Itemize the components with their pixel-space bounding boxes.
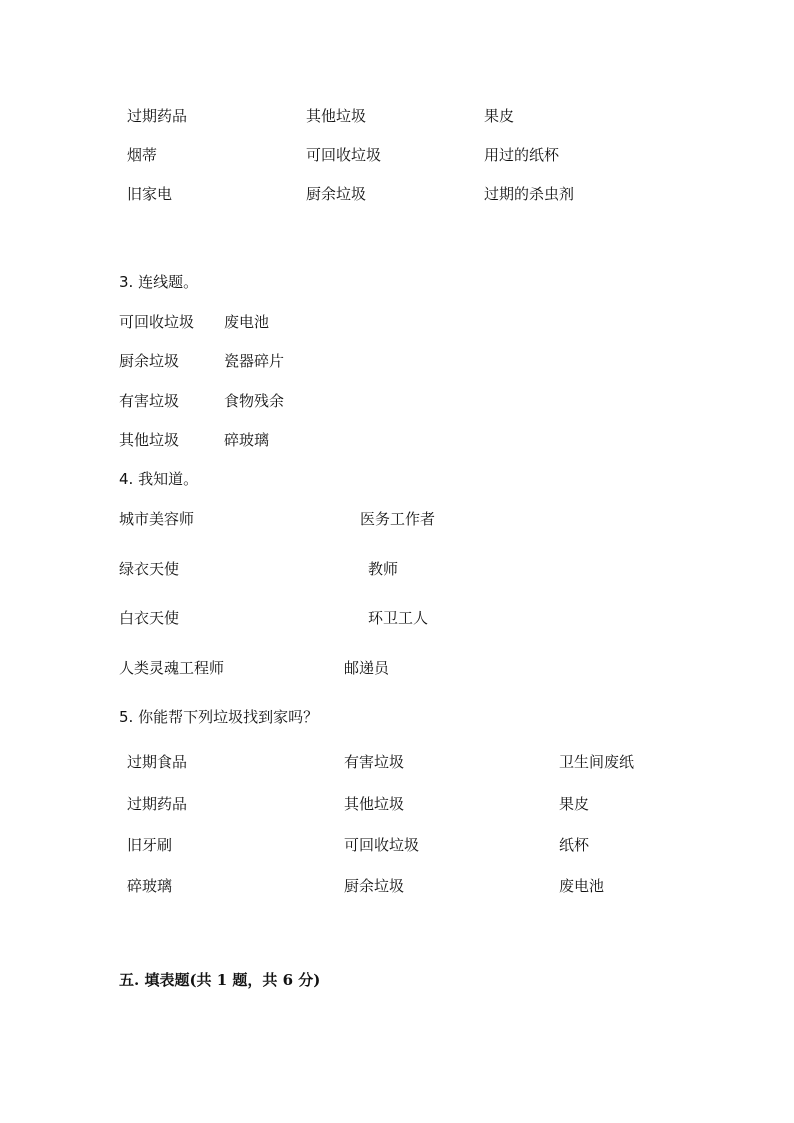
section-heading: 五. 填表题(共 1 题，共 6 分) [119,971,321,989]
grid-cell: 碎玻璃 [127,877,173,895]
match-right-item: 教师 [368,560,399,578]
match-left-item: 白衣天使 [119,609,180,627]
top-grid-cell: 旧家电 [127,185,173,203]
grid-cell: 卫生间废纸 [559,753,635,771]
top-grid-cell: 厨余垃圾 [306,185,367,203]
match-left-item: 城市美容师 [119,510,195,528]
top-grid-cell: 烟蒂 [127,146,158,164]
grid-cell: 果皮 [559,795,590,813]
match-left-item: 可回收垃圾 [119,313,195,331]
match-left-item: 厨余垃圾 [119,352,180,370]
top-grid-cell: 用过的纸杯 [484,146,560,164]
top-grid-cell: 果皮 [484,107,515,125]
match-right-item: 环卫工人 [368,609,429,627]
grid-cell: 其他垃圾 [344,795,405,813]
match-right-item: 瓷器碎片 [224,352,285,370]
grid-cell: 过期食品 [127,753,188,771]
match-right-item: 邮递员 [344,659,390,677]
grid-cell: 过期药品 [127,795,188,813]
question-title: 3. 连线题。 [119,273,199,291]
match-right-item: 食物残余 [224,392,285,410]
grid-cell: 厨余垃圾 [344,877,405,895]
match-left-item: 有害垃圾 [119,392,180,410]
match-left-item: 人类灵魂工程师 [119,659,225,677]
grid-cell: 废电池 [559,877,605,895]
question-title: 4. 我知道。 [119,470,199,488]
top-grid-cell: 过期药品 [127,107,188,125]
top-grid-cell: 过期的杀虫剂 [484,185,575,203]
grid-cell: 可回收垃圾 [344,836,420,854]
top-grid-cell: 可回收垃圾 [306,146,382,164]
question-title: 5. 你能帮下列垃圾找到家吗？ [119,708,319,726]
match-right-item: 废电池 [224,313,270,331]
top-grid-cell: 其他垃圾 [306,107,367,125]
grid-cell: 纸杯 [559,836,590,854]
grid-cell: 有害垃圾 [344,753,405,771]
grid-cell: 旧牙刷 [127,836,173,854]
match-left-item: 其他垃圾 [119,431,180,449]
match-left-item: 绿衣天使 [119,560,180,578]
match-right-item: 医务工作者 [360,510,436,528]
match-right-item: 碎玻璃 [224,431,270,449]
